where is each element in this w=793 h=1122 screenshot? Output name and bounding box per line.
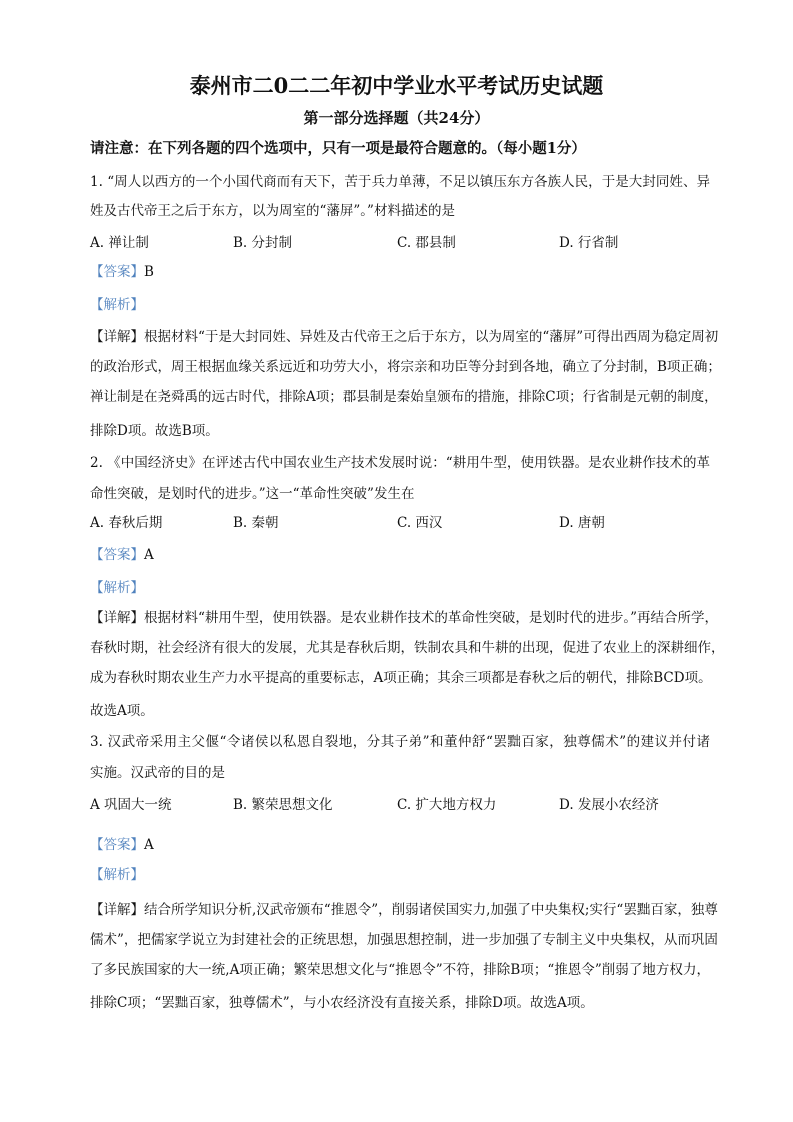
q2-answer <box>90 546 710 564</box>
question-1-stem: 1. “周人以西方的一个小国代商而有天下，苦于兵力单薄，不足以镇压东方各族人民，于是大封同姓、异 <box>90 174 710 190</box>
instructions: 请注意：在下列各题的四个选项中，只有一项是最符合题意的。（每小题1分） <box>90 140 586 157</box>
detail-line: 的政治形式，周王根据血缘关系远近和功劳大小，将宗亲和功臣等分封到各地，确立了分封制，B项正确； <box>90 359 721 375</box>
question-3-stem: 3. 汉武帝采用主父偃“令诸侯以私恩自裂地，分其子弟”和董仲舒“罢黜百家，独尊儒术”的建议并付诸 <box>90 734 710 750</box>
analysis-label: 【解析】 <box>90 297 144 313</box>
answer-value: B <box>144 264 154 280</box>
q1-option-a: A. 禅让制 <box>90 235 149 251</box>
detail-line: 了多民族国家的大一统,A项正确；繁荣思想文化与“推恩令”不符，排除B项；“推恩令”削弱了地方权力， <box>90 962 710 978</box>
answer-value: A <box>144 837 154 853</box>
section-subtitle: 第一部分选择题（共24分） <box>303 109 490 127</box>
q1-option-c: C. 郡县制 <box>397 235 456 251</box>
q3-option-b: B. 繁荣思想文化 <box>233 797 333 813</box>
question-2-stem: 2. 《中国经济史》在评述古代中国农业生产技术发展时说：“耕用牛型，使用铁器。是农业耕作技术的革 <box>90 455 710 471</box>
q3-answer <box>90 836 710 854</box>
q1-option-d: D. 行省制 <box>559 235 619 251</box>
q2-option-a: A. 春秋后期 <box>90 515 163 531</box>
q3-option-a: A 巩固大一统 <box>90 797 172 813</box>
question-2-stem: 命性突破，是划时代的进步。”这一“革命性突破”发生在 <box>90 486 415 502</box>
analysis-label: 【解析】 <box>90 867 144 883</box>
detail-line: 根据材料“于是大封同姓、异姓及古代帝王之后于东方，以为周室的“藩屏”可得出西周为稳定周初 <box>144 329 719 345</box>
detail-line: 排除C项；“罢黜百家，独尊儒术”，与小农经济没有直接关系，排除D项。故选A项。 <box>90 995 594 1011</box>
detail-line: 成为春秋时期农业生产力水平提高的重要标志，A项正确；其余三项都是春秋之后的朝代，排除BCD项。 <box>90 670 712 686</box>
q1-detail <box>90 328 719 346</box>
q3-detail <box>90 901 718 919</box>
detail-label: 【详解】 <box>90 329 144 345</box>
q2-option-c: C. 西汉 <box>397 515 443 531</box>
detail-line: 禅让制是在尧舜禹的远古时代，排除A项；郡县制是秦始皇颁布的措施，排除C项；行省制是元朝的制度， <box>90 389 718 405</box>
detail-line: 春秋时期，社会经济有很大的发展，尤其是春秋后期，铁制农具和牛耕的出现，促进了农业上的深耕细作， <box>90 640 725 656</box>
detail-line: 排除D项。故选B项。 <box>90 423 219 439</box>
detail-line: 结合所学知识分析,汉武帝颁布“推恩令”，削弱诸侯国实力,加强了中央集权;实行“罢黜百家，独尊 <box>144 902 718 918</box>
answer-label: 【答案】 <box>90 264 144 280</box>
q2-detail <box>90 609 719 627</box>
analysis-label: 【解析】 <box>90 580 144 596</box>
detail-label: 【详解】 <box>90 902 144 918</box>
q2-option-d: D. 唐朝 <box>559 515 605 531</box>
question-3-stem: 实施。汉武帝的目的是 <box>90 765 225 781</box>
question-1-stem: 姓及古代帝王之后于东方，以为周室的“藩屏”。”材料描述的是 <box>90 203 455 219</box>
detail-label: 【详解】 <box>90 610 144 626</box>
answer-label: 【答案】 <box>90 837 144 853</box>
q3-option-d: D. 发展小农经济 <box>559 797 659 813</box>
detail-line: 根据材料“耕用牛型，使用铁器。是农业耕作技术的革命性突破，是划时代的进步。”再结合所学， <box>144 610 719 626</box>
q3-option-c: C. 扩大地方权力 <box>397 797 497 813</box>
q1-answer <box>90 263 710 281</box>
answer-label: 【答案】 <box>90 547 144 563</box>
q1-option-b: B. 分封制 <box>233 235 293 251</box>
page-title: 泰州市二0二二年初中学业水平考试历史试题 <box>189 73 604 98</box>
detail-line: 故选A项。 <box>90 703 154 719</box>
detail-line: 儒术”，把儒家学说立为封建社会的正统思想，加强思想控制，进一步加强了专制主义中央集权，从而巩固 <box>90 932 718 948</box>
answer-value: A <box>144 547 154 563</box>
q2-option-b: B. 秦朝 <box>233 515 279 531</box>
